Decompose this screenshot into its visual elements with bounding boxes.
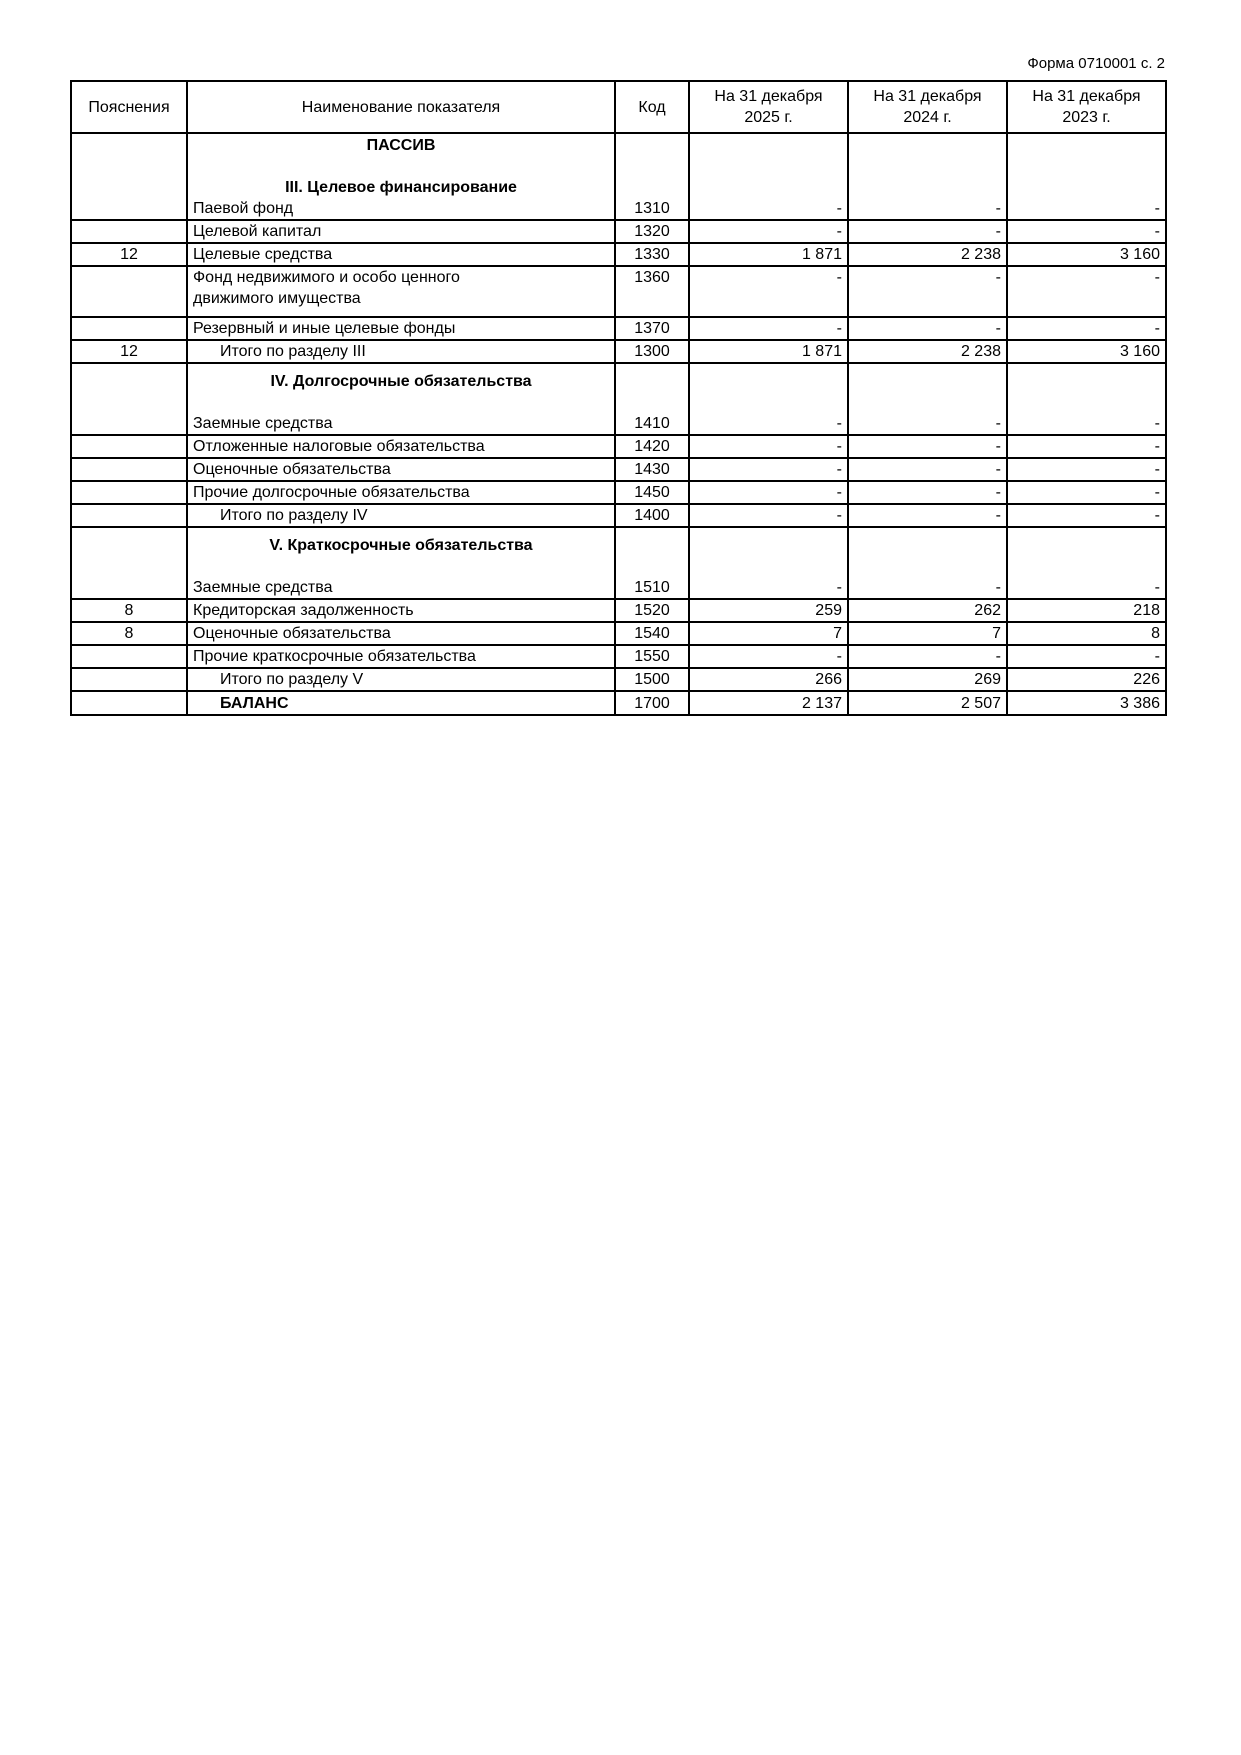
explanations-cell [71,668,187,691]
value-cell-2025: 259 [689,599,848,622]
balance-sheet-table [70,80,1167,716]
explanations-cell: 12 [71,243,187,266]
table-row [71,220,1166,243]
code-cell: 1320 [615,220,689,243]
value-cell-2023: 3 160 [1007,243,1166,266]
value-cell-2023: 3 160 [1007,340,1166,363]
explanations-cell: 8 [71,599,187,622]
code-cell: 1510 [615,527,689,599]
code-cell: 1400 [615,504,689,527]
explanations-cell [71,691,187,715]
indicator-label-line2: движимого имущества [193,290,361,307]
indicator-name-cell [187,481,615,504]
value-cell-2024: 2 507 [848,691,1007,715]
value-cell-2024: - [848,481,1007,504]
value-cell-2025: - [689,317,848,340]
section-heading-line [193,156,609,177]
value-cell-2023: - [1007,458,1166,481]
value-cell-2025: - [689,527,848,599]
value-cell-2024: 2 238 [848,243,1007,266]
explanations-cell [71,458,187,481]
explanations-cell: 12 [71,340,187,363]
header-code: Код [615,81,689,133]
header-date-2024-line1: На 31 декабря [873,88,982,105]
indicator-label: Итого по разделу V [220,671,364,688]
indicator-name-cell [187,622,615,645]
value-cell-2024: - [848,458,1007,481]
table-row [71,317,1166,340]
code-cell: 1310 [615,133,689,220]
value-cell-2023: 226 [1007,668,1166,691]
header-date-2025-line1: На 31 декабря [714,88,823,105]
value-cell-2024: - [848,317,1007,340]
table-row [71,340,1166,363]
code-cell: 1500 [615,668,689,691]
header-date-2023 [1007,81,1166,133]
value-cell-2023: 3 386 [1007,691,1166,715]
indicator-name-cell [187,527,615,599]
indicator-name-cell [187,435,615,458]
explanations-cell [71,317,187,340]
value-cell-2025: 1 871 [689,243,848,266]
explanations-cell [71,504,187,527]
code-cell: 1520 [615,599,689,622]
table-body [71,133,1166,715]
value-cell-2024: - [848,363,1007,435]
header-date-2024 [848,81,1007,133]
indicator-label: Заемные средства [193,415,333,432]
indicator-name-cell [187,458,615,481]
code-cell: 1450 [615,481,689,504]
value-cell-2025: 7 [689,622,848,645]
table-row [71,599,1166,622]
value-cell-2025: - [689,458,848,481]
table-row [71,133,1166,220]
indicator-name-cell [187,691,615,715]
explanations-cell: 8 [71,622,187,645]
value-cell-2024: 269 [848,668,1007,691]
value-cell-2025: - [689,504,848,527]
section-heading-line: V. Краткосрочные обязательства [269,537,533,554]
form-number-label: Форма 0710001 с. 2 [1027,55,1165,72]
value-cell-2025: 1 871 [689,340,848,363]
header-date-2025 [689,81,848,133]
indicator-label: Прочие долгосрочные обязательства [193,484,470,501]
value-cell-2024: - [848,220,1007,243]
explanations-cell [71,527,187,599]
value-cell-2023: - [1007,266,1166,317]
indicator-label: Отложенные налоговые обязательства [193,438,485,455]
indicator-label: Оценочные обязательства [193,625,391,642]
table-row [71,645,1166,668]
explanations-cell [71,481,187,504]
value-cell-2025: - [689,435,848,458]
table-row [71,504,1166,527]
value-cell-2024: 262 [848,599,1007,622]
indicator-label: Фонд недвижимого и особо ценного [193,269,460,286]
indicator-label: Кредиторская задолженность [193,602,414,619]
value-cell-2023: 8 [1007,622,1166,645]
value-cell-2023: - [1007,363,1166,435]
indicator-label: Целевые средства [193,246,333,263]
value-cell-2023: - [1007,220,1166,243]
indicator-label: Паевой фонд [193,200,294,217]
explanations-cell [71,435,187,458]
table-row [71,691,1166,715]
value-cell-2025: - [689,133,848,220]
value-cell-2024: - [848,133,1007,220]
table-row [71,668,1166,691]
code-cell: 1370 [615,317,689,340]
value-cell-2025: - [689,363,848,435]
section-heading-line: III. Целевое финансирование [285,179,517,196]
indicator-label: Прочие краткосрочные обязательства [193,648,476,665]
value-cell-2023: - [1007,504,1166,527]
indicator-name-cell [187,220,615,243]
section-heading-line [193,556,609,577]
value-cell-2025: - [689,266,848,317]
value-cell-2024: - [848,527,1007,599]
header-indicator-name: Наименование показателя [187,81,615,133]
header-explanations: Пояснения [71,81,187,133]
explanations-cell [71,266,187,317]
indicator-label: Заемные средства [193,579,333,596]
explanations-cell [71,363,187,435]
indicator-name-cell [187,266,615,317]
code-cell: 1430 [615,458,689,481]
value-cell-2024: - [848,435,1007,458]
value-cell-2024: - [848,504,1007,527]
table-row [71,363,1166,435]
table-row [71,243,1166,266]
value-cell-2025: - [689,645,848,668]
indicator-label: Итого по разделу III [220,343,366,360]
header-date-2023-line1: На 31 декабря [1032,88,1141,105]
table-row [71,266,1166,317]
header-date-2024-line2: 2024 г. [903,109,952,126]
code-cell: 1420 [615,435,689,458]
value-cell-2023: - [1007,645,1166,668]
value-cell-2024: 7 [848,622,1007,645]
indicator-name-cell [187,363,615,435]
value-cell-2023: - [1007,481,1166,504]
table-row [71,458,1166,481]
code-cell: 1330 [615,243,689,266]
indicator-name-cell [187,243,615,266]
indicator-label: Целевой капитал [193,223,322,240]
value-cell-2025: - [689,220,848,243]
indicator-label: Оценочные обязательства [193,461,391,478]
explanations-cell [71,133,187,220]
indicator-label: Итого по разделу IV [220,507,368,524]
table-row [71,481,1166,504]
code-cell: 1550 [615,645,689,668]
section-heading-line: IV. Долгосрочные обязательства [270,373,532,390]
explanations-cell [71,220,187,243]
code-cell: 1360 [615,266,689,317]
value-cell-2023: - [1007,317,1166,340]
table-row [71,527,1166,599]
header-date-2023-line2: 2023 г. [1062,109,1111,126]
value-cell-2024: 2 238 [848,340,1007,363]
value-cell-2023: - [1007,527,1166,599]
indicator-name-cell [187,645,615,668]
code-cell: 1410 [615,363,689,435]
indicator-name-cell [187,668,615,691]
indicator-label: БАЛАНС [220,694,289,712]
indicator-name-cell [187,133,615,220]
table-row [71,622,1166,645]
indicator-name-cell [187,504,615,527]
value-cell-2025: 266 [689,668,848,691]
code-cell: 1540 [615,622,689,645]
indicator-name-cell [187,599,615,622]
explanations-cell [71,645,187,668]
section-heading-line [193,392,609,413]
code-cell: 1700 [615,691,689,715]
value-cell-2024: - [848,645,1007,668]
value-cell-2024: - [848,266,1007,317]
value-cell-2023: - [1007,133,1166,220]
indicator-name-cell [187,317,615,340]
indicator-name-cell [187,340,615,363]
value-cell-2025: 2 137 [689,691,848,715]
value-cell-2023: - [1007,435,1166,458]
table-row [71,435,1166,458]
value-cell-2023: 218 [1007,599,1166,622]
value-cell-2025: - [689,481,848,504]
header-date-2025-line2: 2025 г. [744,109,793,126]
section-heading-line: ПАССИВ [366,137,436,154]
table-header-row [71,81,1166,133]
indicator-label: Резервный и иные целевые фонды [193,320,456,337]
code-cell: 1300 [615,340,689,363]
